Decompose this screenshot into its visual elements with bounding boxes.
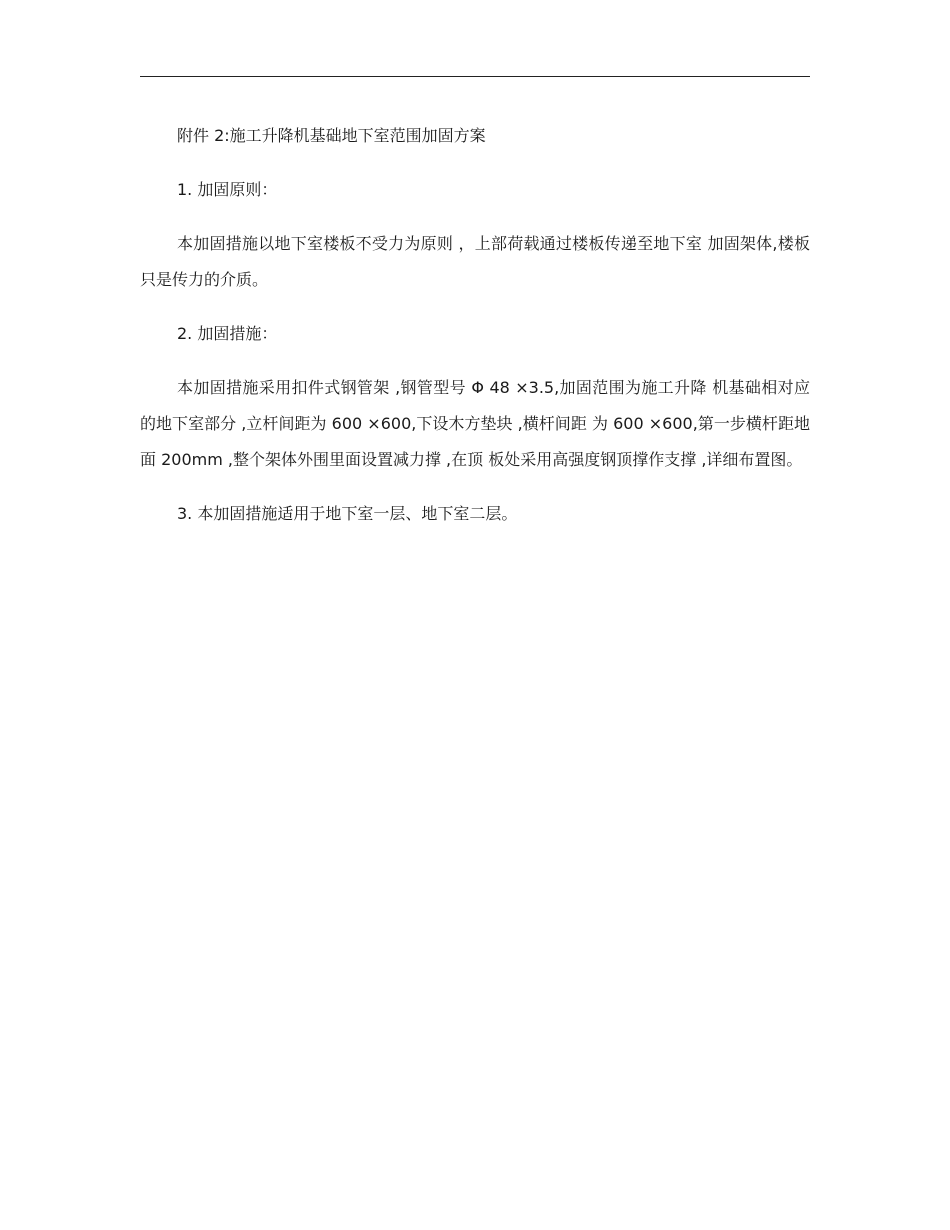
section-body-measures: 本加固措施采用扣件式钢管架 ,钢管型号 Φ 48 ×3.5,加固范围为施工升降 机基础相对应的地下室部分 ,立杆间距为 600 ×600,下设木方垫块 ,横杆间距 为 600 ×600,第一步横杆距地面 200mm ,整个架体外围里面设置减力撑 ,在顶 板处采用高强度钢顶撑作支撑 ,详细布置图。 [140,378,810,469]
header-rule [140,76,810,77]
document-title: 附件 2:施工升降机基础地下室范围加固方案 [177,126,486,145]
document-content [140,118,810,532]
section-heading-principle: 1. 加固原则： [177,180,278,199]
section-heading-scope: 3. 本加固措施适用于地下室一层、地下室二层。 [177,504,518,523]
section-heading-measures: 2. 加固措施： [177,324,278,343]
section-body-principle: 本加固措施以地下室楼板不受力为原则 ，上部荷载通过楼板传递至地下室 加固架体,楼板只是传力的介质。 [140,234,810,289]
